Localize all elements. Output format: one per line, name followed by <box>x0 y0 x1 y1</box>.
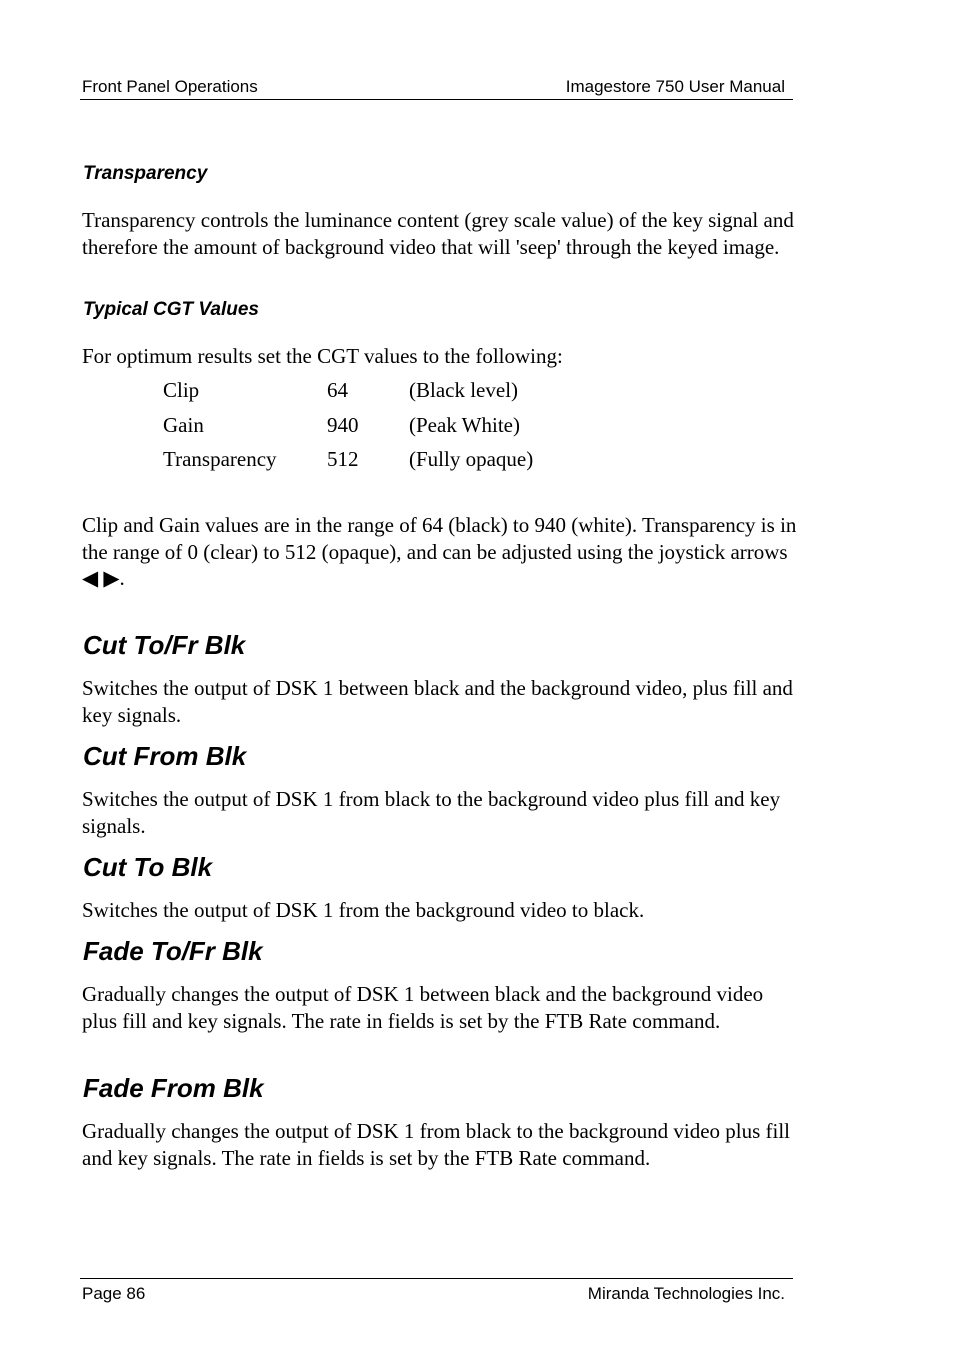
section-heading-fade-to-fr-blk: Fade To/Fr Blk <box>83 936 263 966</box>
cgt-row-transparency <box>163 447 583 482</box>
section-heading-cut-to-blk: Cut To Blk <box>83 852 213 882</box>
page-number: Page 86 <box>82 1284 146 1303</box>
section-body-fade-to-fr-blk: Gradually changes the output of DSK 1 between black and the background video plus fill and key signals. The rate in fields is set by the FTB Rate command. <box>82 982 764 1033</box>
header-section-title: Front Panel Operations <box>82 77 258 96</box>
cgt-param-value: 940 <box>327 412 359 437</box>
cgt-values-table <box>163 378 583 482</box>
section-heading-fade-from-blk: Fade From Blk <box>83 1073 264 1103</box>
cgt-intro: For optimum results set the CGT values to the following: <box>82 344 563 368</box>
page-footer <box>80 1278 793 1303</box>
transparency-body: Transparency controls the luminance content (grey scale value) of the key signal and therefore the amount of background video that will 'seep' through the keyed image. <box>82 208 794 259</box>
section-heading-cut-to-fr-blk: Cut To/Fr Blk <box>83 630 246 660</box>
section-body-cut-to-blk: Switches the output of DSK 1 from the background video to black. <box>82 898 645 922</box>
cgt-param-value: 64 <box>327 378 348 402</box>
cgt-heading: Typical CGT Values <box>83 299 259 320</box>
section-body-cut-to-fr-blk: Switches the output of DSK 1 between black and the background video, plus fill and key signals. <box>82 676 793 727</box>
section-heading-cut-from-blk: Cut From Blk <box>83 741 247 771</box>
cgt-param-name: Transparency <box>163 447 277 471</box>
page-header <box>80 76 793 100</box>
cgt-param-note: (Fully opaque) <box>409 447 534 471</box>
section-body-cut-from-blk: Switches the output of DSK 1 from black to the background video plus fill and key signals. <box>82 787 781 838</box>
cgt-param-note: (Peak White) <box>409 412 520 437</box>
cgt-row-clip <box>163 378 583 413</box>
cgt-range-text: Clip and Gain values are in the range of 64 (black) to 940 (white). Transparency is in the range of 0 (clear) to 512 (opaque), and can be adjusted using the joystick arrows ◀ ▶. <box>82 513 797 590</box>
section-body-fade-from-blk: Gradually changes the output of DSK 1 from black to the background video plus fill and key signals. The rate in fields is set by the FTB Rate command. <box>82 1119 791 1170</box>
cgt-row-gain <box>163 413 583 448</box>
footer-company: Miranda Technologies Inc. <box>587 1284 785 1303</box>
transparency-heading: Transparency <box>83 163 208 184</box>
cgt-param-name: Clip <box>163 378 200 402</box>
header-manual-title: Imagestore 750 User Manual <box>565 77 785 96</box>
cgt-param-value: 512 <box>327 447 359 471</box>
cgt-param-note: (Black level) <box>409 378 519 402</box>
cgt-param-name: Gain <box>163 412 204 437</box>
